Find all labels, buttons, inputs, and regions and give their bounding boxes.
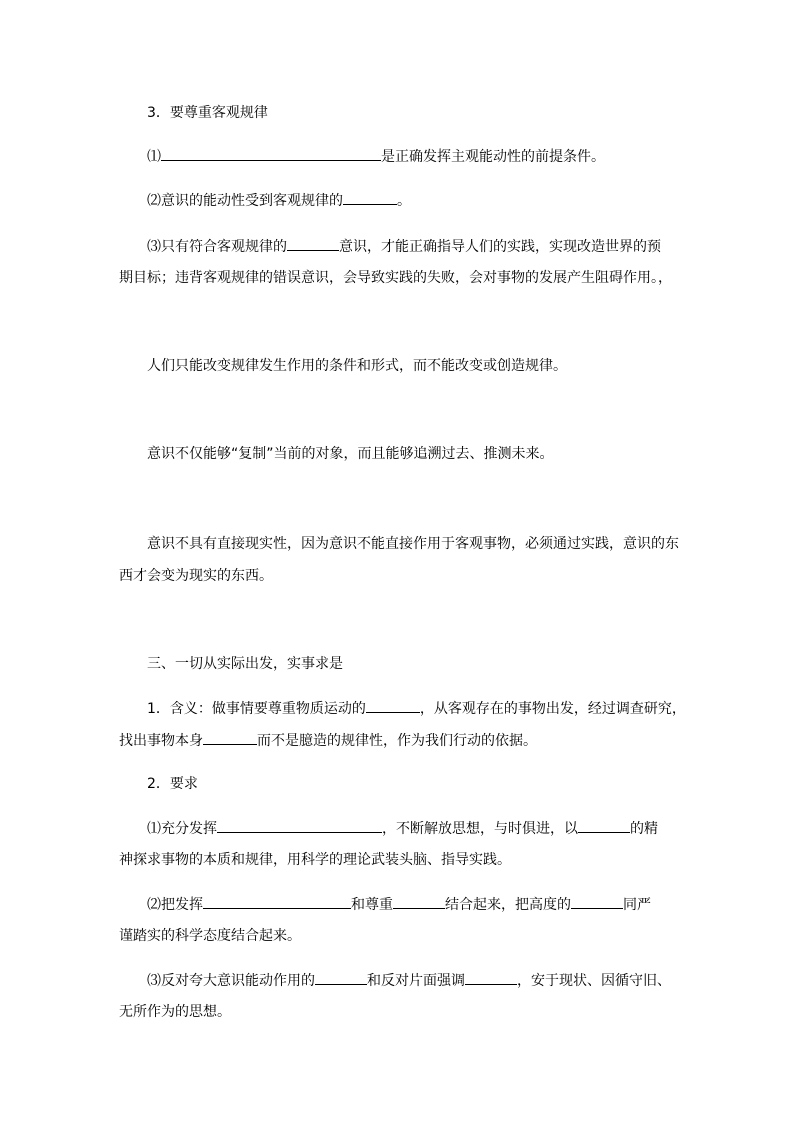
requirement-3-cont: 无所作为的思想。 [119, 1004, 231, 1020]
meaning-line-2: 找出事物本身 而不是臆造的规律性，作为我们行动的依据。 [119, 730, 537, 751]
fill-blank [287, 236, 339, 251]
fill-blank [343, 190, 397, 205]
note-3: 意识不具有直接现实性，因为意识不能直接作用于客观事物，必须通过实践，意识的东 [147, 536, 679, 552]
requirement-1: ⑴充分发挥 ，不断解放思想，与时俱进，以 的精 [147, 818, 658, 839]
section-three-heading: 三、一切从实际出发，实事求是 [147, 656, 343, 672]
requirements-heading: 2．要求 [147, 776, 198, 792]
section-3-item-2: ⑵意识的能动性受到客观规律的 。 [147, 190, 411, 211]
fill-blank [465, 970, 517, 985]
fill-blank [571, 894, 623, 909]
fill-blank [366, 698, 420, 713]
fill-blank [203, 894, 351, 909]
fill-blank [203, 730, 257, 745]
requirement-2-cont: 谨踏实的科学态度结合起来。 [119, 928, 301, 944]
note-3-cont: 西才会变为现实的东西。 [119, 568, 273, 584]
fill-blank [315, 970, 367, 985]
section-3-item-1: ⑴ 是正确发挥主观能动性的前提条件。 [147, 146, 605, 167]
fill-blank [578, 818, 630, 833]
requirement-3: ⑶反对夸大意识能动作用的 和反对片面强调 ，安于现状、因循守旧、 [147, 970, 671, 991]
requirement-2: ⑵把发挥 和尊重 结合起来，把高度的 同严 [147, 894, 651, 915]
section-3-item-3: ⑶只有符合客观规律的 意识，才能正确指导人们的实践，实现改造世界的预 [147, 236, 661, 257]
note-2: 意识不仅能够“复制”当前的对象，而且能够追溯过去、推测未来。 [147, 446, 554, 462]
section-3-heading: 3．要尊重客观规律 [147, 105, 268, 121]
requirement-1-cont: 神探求事物的本质和规律，用科学的理论武装头脑、指导实践。 [119, 852, 511, 868]
fill-blank [217, 818, 382, 833]
fill-blank [161, 146, 381, 161]
fill-blank [393, 894, 445, 909]
section-3-item-3-cont: 期目标；违背客观规律的错误意识，会导致实践的失败，会对事物的发展产生阻碍作用。， [119, 270, 672, 286]
note-1: 人们只能改变规律发生作用的条件和形式，而不能改变或创造规律。 [147, 358, 567, 374]
meaning-line-1: 1．含义：做事情要尊重物质运动的 ，从客观存在的事物出发，经过调查研究， [147, 698, 686, 719]
